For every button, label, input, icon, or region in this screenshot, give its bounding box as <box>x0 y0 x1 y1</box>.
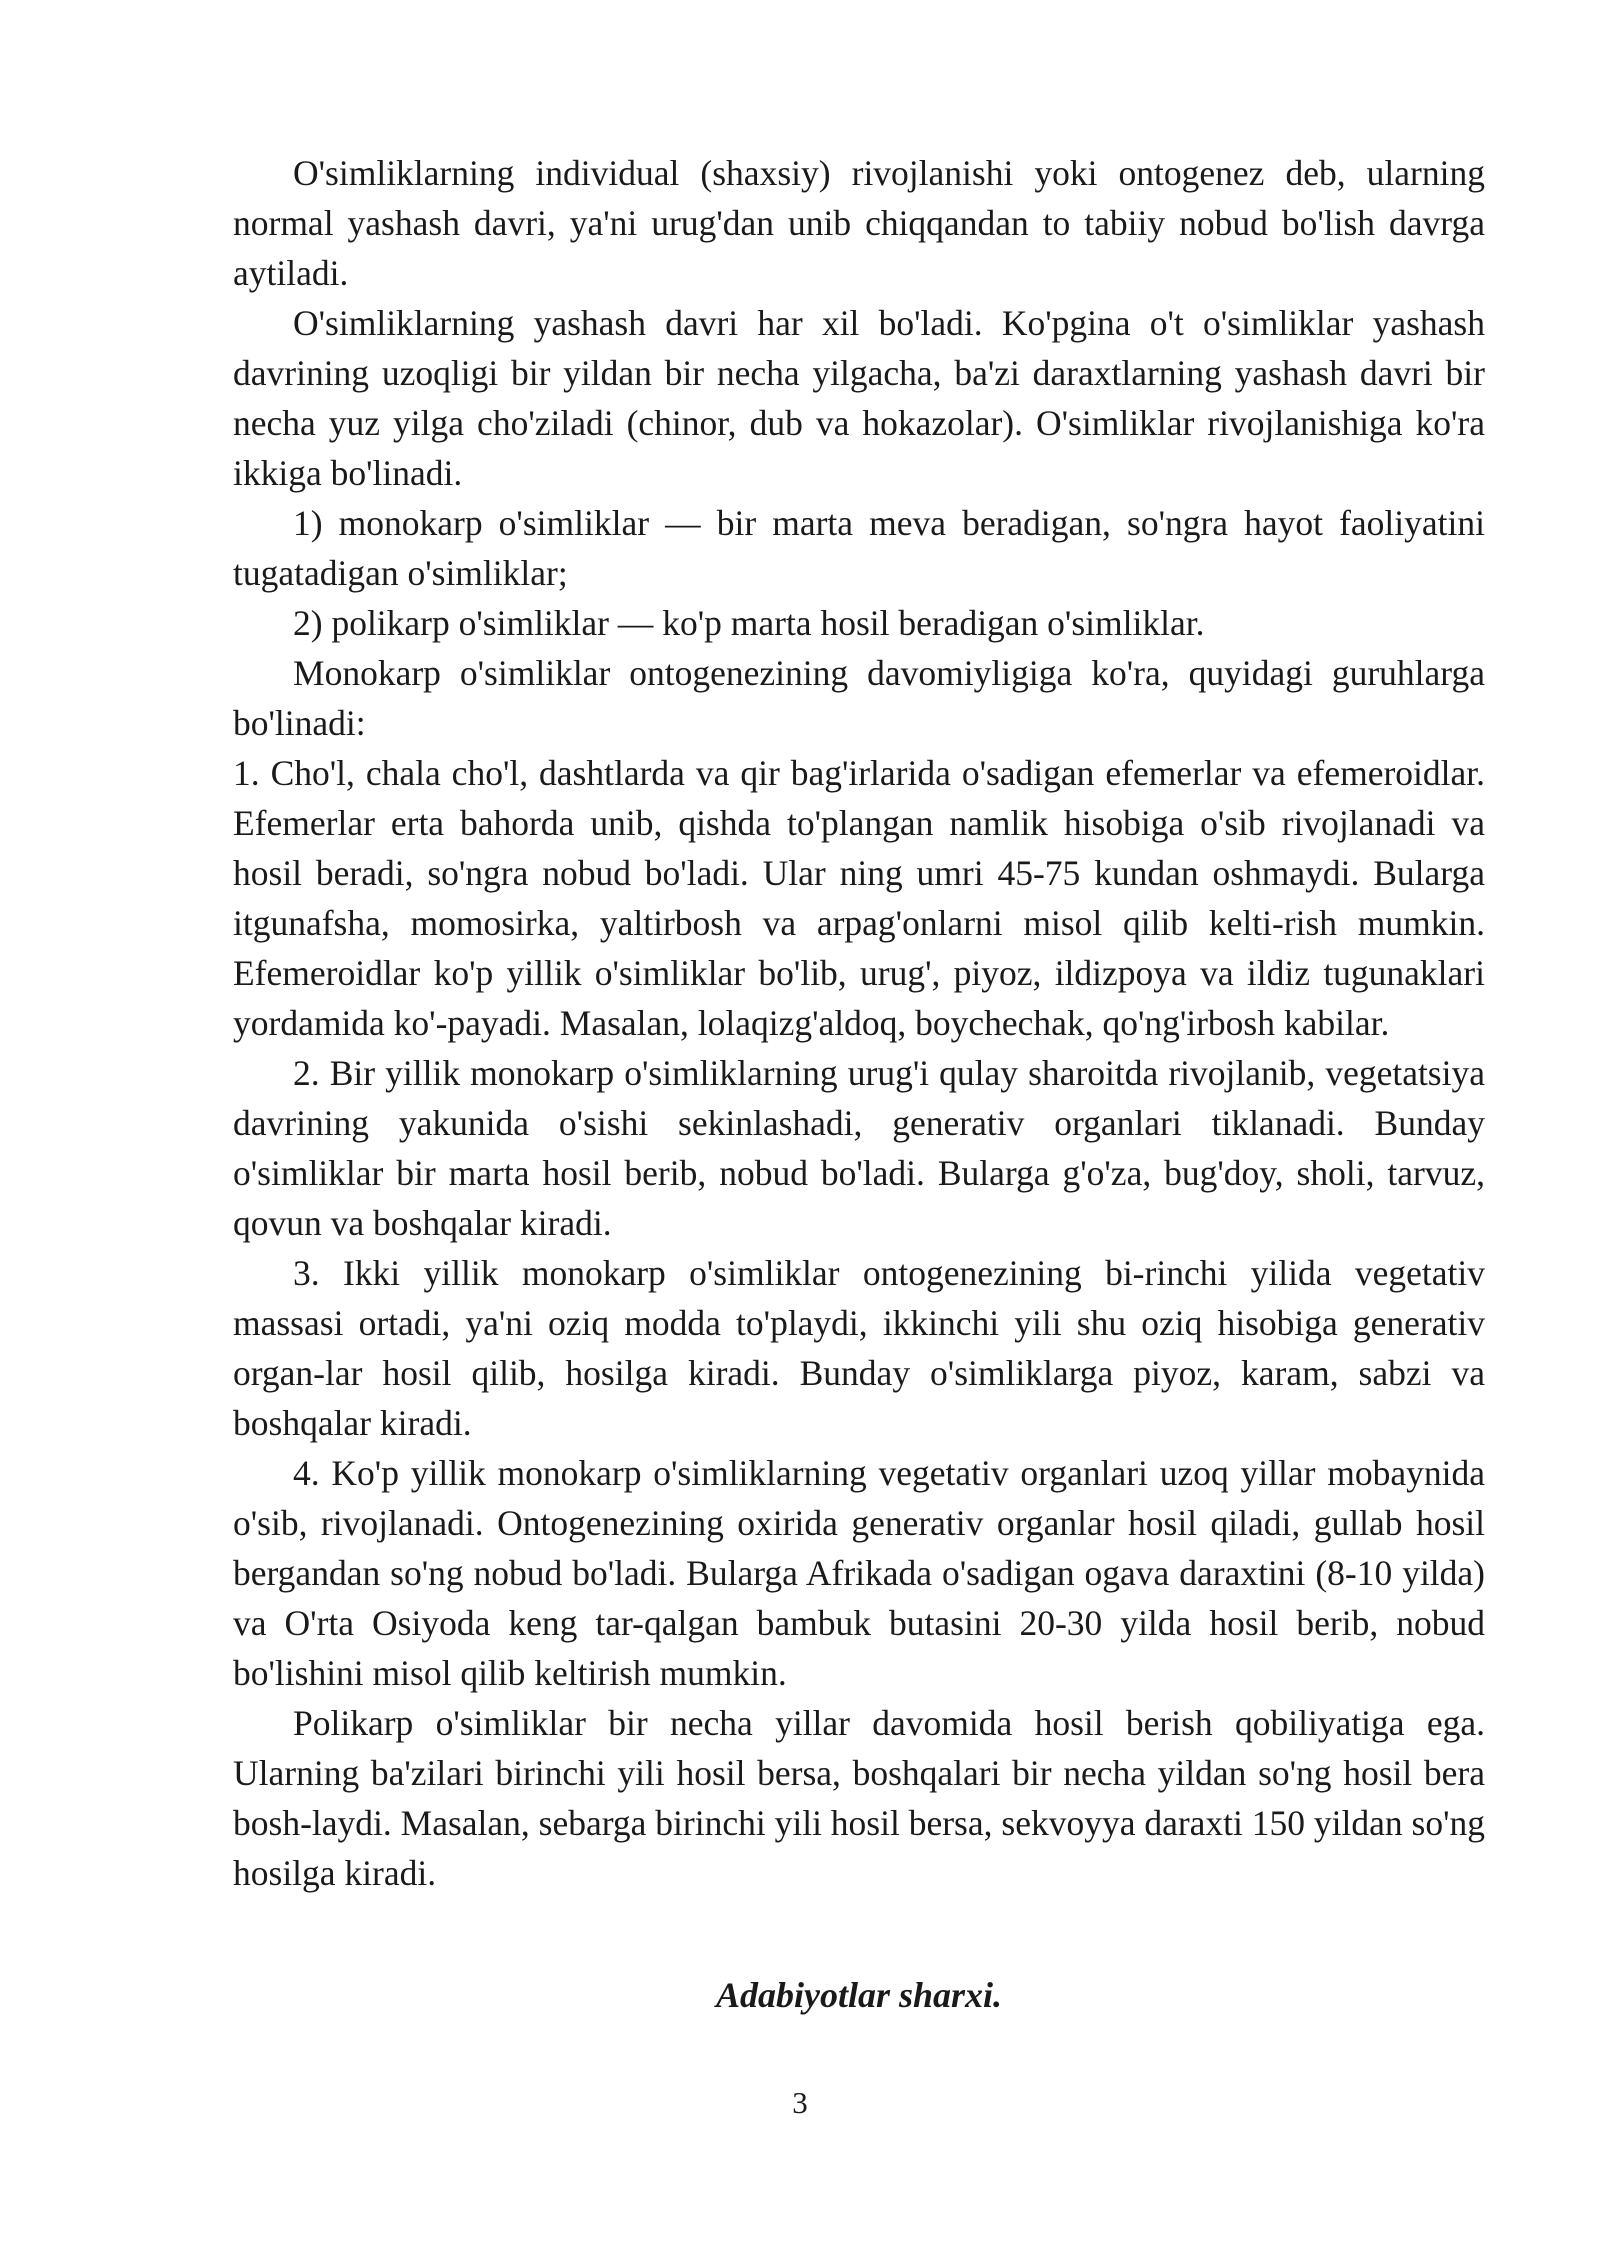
paragraph-ontogenez-definition: O'simliklarning individual (shaxsiy) rivojlanishi yoki ontogenez deb, ularning normal yashash davri, ya'ni urug'dan unib chiqqandan to tabiiy nobud bo'lish davrga aytiladi. <box>233 153 1485 293</box>
paragraph-group-2: 2. Bir yillik monokarp o'simliklarning urug'i qulay sharoitda rivojlanib, vegetatsiya davrining yakunida o'sishi sekinlashadi, generativ organlari tiklanadi. Bunday o'simliklar bir marta hosil berib, nobud bo'ladi. Bularga g'o'za, bug'doy, sholi, tarvuz, qovun va boshqalar kiradi. <box>233 1053 1485 1243</box>
paragraph-polikarp-item: 2) polikarp o'simliklar — ko'p marta hosil beradigan o'simliklar. <box>293 603 1205 643</box>
paragraph-lifespan: O'simliklarning yashash davri har xil bo'ladi. Ko'pgina o't o'simliklar yashash davrining uzoqligi bir yildan bir necha yilgacha, ba'zi daraxtlarning yashash davri bir necha yuz yilga cho'ziladi (chinor, dub va hokazolar). O'simliklar rivojlanishiga ko'ra ikkiga bo'linadi. <box>233 303 1485 493</box>
paragraph-group-1: 1. Cho'l, chala cho'l, dashtlarda va qir bag'irlarida o'sadigan efemerlar va efemeroidlar. Efemerlar erta bahorda unib, qishda to'plangan namlik hisobiga o'sib rivojlanadi va hosil beradi, so'ngra nobud bo'ladi. Ular ning umri 45-75 kundan oshmaydi. Bularga itgunafsha, momosirka, yaltirbosh va arpag'onlarni misol qilib kelti-rish mumkin. Efemeroidlar ko'p yillik o'simliklar bo'lib, urug', piyoz, ildizpoya va ildiz tugunaklari yordamida ko'-payadi. Masalan, lolaqizg'aldoq, boychechak, qo'ng'irbosh kabilar. <box>233 753 1485 1043</box>
paragraph-monokarp-item: 1) monokarp o'simliklar — bir marta meva beradigan, so'ngra hayot faoliyatini tugatadigan o'simliklar; <box>233 503 1485 593</box>
paragraph-group-4: 4. Ko'p yillik monokarp o'simliklarning vegetativ organlari uzoq yillar mobaynida o'sib, rivojlanadi. Ontogenezining oxirida generativ organlar hosil qiladi, gullab hosil bergandan so'ng nobud bo'ladi. Bularga Afrikada o'sadigan ogava daraxtini (8-10 yilda) va O'rta Osiyoda keng tar-qalgan bambuk butasini 20-30 yilda hosil berib, nobud bo'lishini misol qilib keltirish mumkin. <box>233 1453 1485 1693</box>
page-number: 3 <box>792 2085 808 2120</box>
paragraph-polikarp: Polikarp o'simliklar bir necha yillar davomida hosil berish qobiliyatiga ega. Ularning ba'zilari birinchi yili hosil bersa, boshqalari bir necha yildan so'ng hosil bera bosh-laydi. Masalan, sebarga birinchi yili hosil bersa, sekvoyya daraxti 150 yildan so'ng hosilga kiradi. <box>233 1703 1485 1893</box>
paragraph-group-3: 3. Ikki yillik monokarp o'simliklar ontogenezining bi-rinchi yilida vegetativ massasi ortadi, ya'ni oziq modda to'playdi, ikkinchi yili shu oziq hisobiga generativ organ-lar hosil qilib, hosilga kiradi. Bunday o'simliklarga piyoz, karam, sabzi va boshqalar kiradi. <box>233 1253 1485 1443</box>
paragraph-monokarp-groups-intro: Monokarp o'simliklar ontogenezining davomiyligiga ko'ra, quyidagi guruhlarga bo'linadi: <box>233 653 1485 743</box>
section-heading: Adabiyotlar sharxi. <box>715 1975 1003 2015</box>
document-page <box>233 148 1485 2020</box>
